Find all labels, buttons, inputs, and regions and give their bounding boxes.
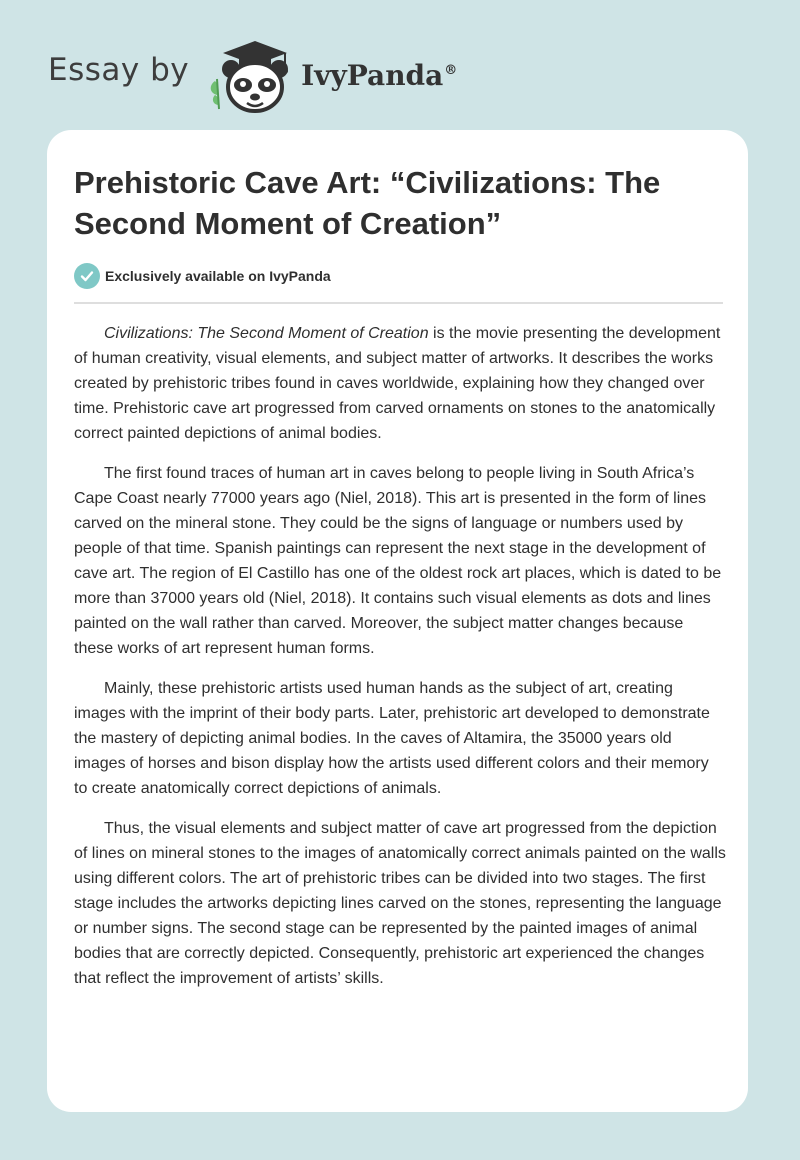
leaf-icon — [211, 79, 220, 109]
brand-prefix: Essay by — [48, 52, 190, 88]
paragraph-1 — [74, 321, 726, 446]
essay-card — [47, 130, 748, 1112]
check-icon — [74, 263, 100, 289]
paragraph-3: Mainly, these prehistoric artists used human hands as the subject of art, creating images with the imprint of their body parts. Later, prehistoric art developed to demonstrate the mastery of depicting animal bodies. In the caves of Altamira, the 35000 years old images of horses and bison display how the artists used different colors and their memory to create anatomically correct depictions of animals. — [74, 680, 710, 797]
movie-title: Civilizations: The Second Moment of Creation — [104, 325, 429, 342]
brand-name: IvyPanda® — [301, 58, 458, 92]
paragraph-2: The first found traces of human art in caves belong to people living in South Africa’s Cape Coast nearly 77000 years ago (Niel, 2018). This art is presented in the form of lines carved on the mineral stone. They could be the signs of language or numbers used by people of that time. Spanish paintings can represent the next stage in the development of cave art. The region of El Castillo has one of the oldest rock art places, which is dated to be more than 37000 years old (Niel, 2018). It contains such visual elements as dots and lines painted on the wall rather than carved. Moreover, the subject matter changes because these works of art represent human forms. — [74, 465, 722, 657]
badge-label: Exclusively available on IvyPanda — [105, 268, 331, 284]
registered-mark: ® — [444, 63, 458, 79]
panda-logo-icon — [205, 35, 297, 113]
paragraph-1-text: is the movie presenting the development of human creativity, visual elements, and subject matter of artworks. It describes the works created by prehistoric tribes found in caves worldwide, explaining how they changed over time. Prehistoric cave art progressed from carved ornaments on stones to the anatomically correct painted depictions of animal bodies. — [74, 325, 721, 442]
essay-body — [74, 321, 726, 1006]
exclusive-badge — [74, 263, 331, 289]
brand-header[interactable] — [48, 34, 457, 114]
paragraph-4: Thus, the visual elements and subject matter of cave art progressed from the depiction of lines on mineral stones to the images of anatomically correct animals painted on the walls using different colors. The art of prehistoric tribes can be divided into two stages. The first stage includes the artworks depicting lines carved on the stones, representing the language or number signs. The second stage can be represented by the painted images of animal bodies that are correctly depicted. Consequently, prehistoric art experienced the changes that reflect the improvement of artists’ skills. — [74, 820, 726, 987]
page-title: Prehistoric Cave Art: “Civilizations: The Second Moment of Creation” — [74, 165, 661, 241]
divider — [74, 302, 723, 304]
